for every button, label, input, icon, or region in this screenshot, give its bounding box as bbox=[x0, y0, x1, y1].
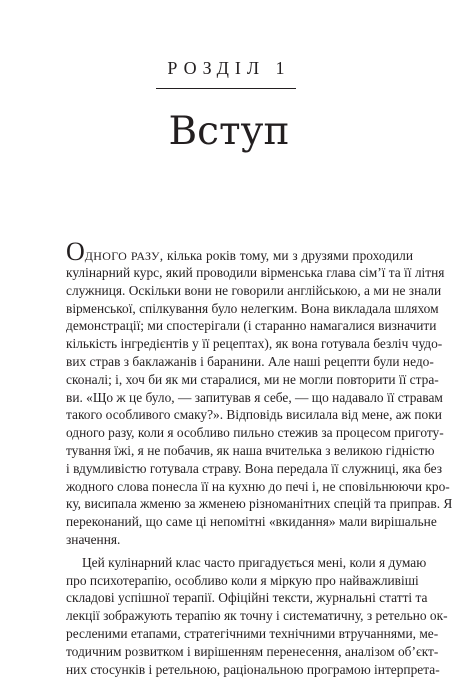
paragraph-line: вірменської, спілкування було нелегким. Вона викладала шляхом bbox=[66, 300, 439, 316]
paragraph-line: кількість інгредієнтів у її рецептах), як вона готувала безліч чудо- bbox=[66, 336, 443, 352]
paragraph-line: вих страв з баклажанів і баранини. Але наші рецепти були недо- bbox=[66, 353, 434, 369]
chapter-body bbox=[66, 237, 453, 678]
paragraph-line: ку, висипала жменю за жменею різноманітних спецій та приправ. Я bbox=[66, 496, 453, 512]
paragraph-line: ви. «Що ж це було, — запитував я себе, — що надавало її стравам bbox=[66, 389, 443, 405]
paragraph-2 bbox=[66, 554, 448, 678]
small-caps-lead: ДНОГО РАЗУ bbox=[84, 249, 160, 263]
paragraph-1 bbox=[66, 237, 453, 549]
paragraph-line: про психотерапію, особливо коли я міркую про найважливіші bbox=[66, 572, 419, 588]
paragraph-line: жодного слова понесла її на кухню до печі і, не сповільнюючи кро- bbox=[66, 478, 450, 494]
paragraph-line: служниця. Оскільки вони не говорили англійською, а ми не знали bbox=[66, 282, 442, 298]
chapter-title: Вступ bbox=[168, 109, 290, 154]
paragraph-line: них стосунків і ретельною, раціональною програмою інтерпрета- bbox=[66, 661, 440, 677]
paragraph-line bbox=[66, 237, 413, 266]
paragraph-line: значення. bbox=[66, 531, 121, 547]
paragraph-line: переконаний, що саме ці непомітні «вкидання» мали вирішальне bbox=[66, 514, 437, 530]
paragraph-line: такого особливого смаку?». Відповідь висилала від мене, аж поки bbox=[66, 407, 442, 423]
paragraph-line: демонстрації; ми спостерігали (і старанно намагалися визначити bbox=[66, 318, 437, 334]
chapter-divider bbox=[156, 88, 296, 89]
paragraph-line: тування їжі, я не побачив, як наша вчителька з великою гідністю bbox=[66, 442, 435, 458]
paragraph-line: складові успішної терапії. Офіційні тексти, журнальні статті та bbox=[66, 590, 428, 606]
paragraph-line: кулінарний курс, який проводили вірменська глава сім’ї та її літня bbox=[66, 265, 445, 280]
paragraph-line: і вдумливістю готувала страву. Вона передала її служниці, яка без bbox=[66, 460, 443, 476]
paragraph-line: тодичним розвитком і вирішенням перенесення, аналізом об’єкт- bbox=[66, 643, 439, 659]
paragraph-line-text: , кілька років тому, ми з друзями проходили bbox=[159, 248, 413, 263]
paragraph-line: одного разу, коли я особливо пильно стежив за процесом приготу- bbox=[66, 425, 444, 441]
paragraph-line: лекції зображують терапію як точну і систематичну, з ретельно ок- bbox=[66, 608, 448, 624]
paragraph-line: сконалі; і, хоч би як ми старалися, ми не могли повторити її стра- bbox=[66, 371, 439, 387]
drop-cap: О bbox=[66, 237, 85, 266]
chapter-label: РОЗДІЛ 1 bbox=[167, 58, 291, 78]
paragraph-line: Цей кулінарний клас часто пригадується мені, коли я думаю bbox=[82, 554, 427, 570]
paragraph-line: ресленими етапами, стратегічними технічними втручаннями, ме- bbox=[66, 625, 439, 641]
